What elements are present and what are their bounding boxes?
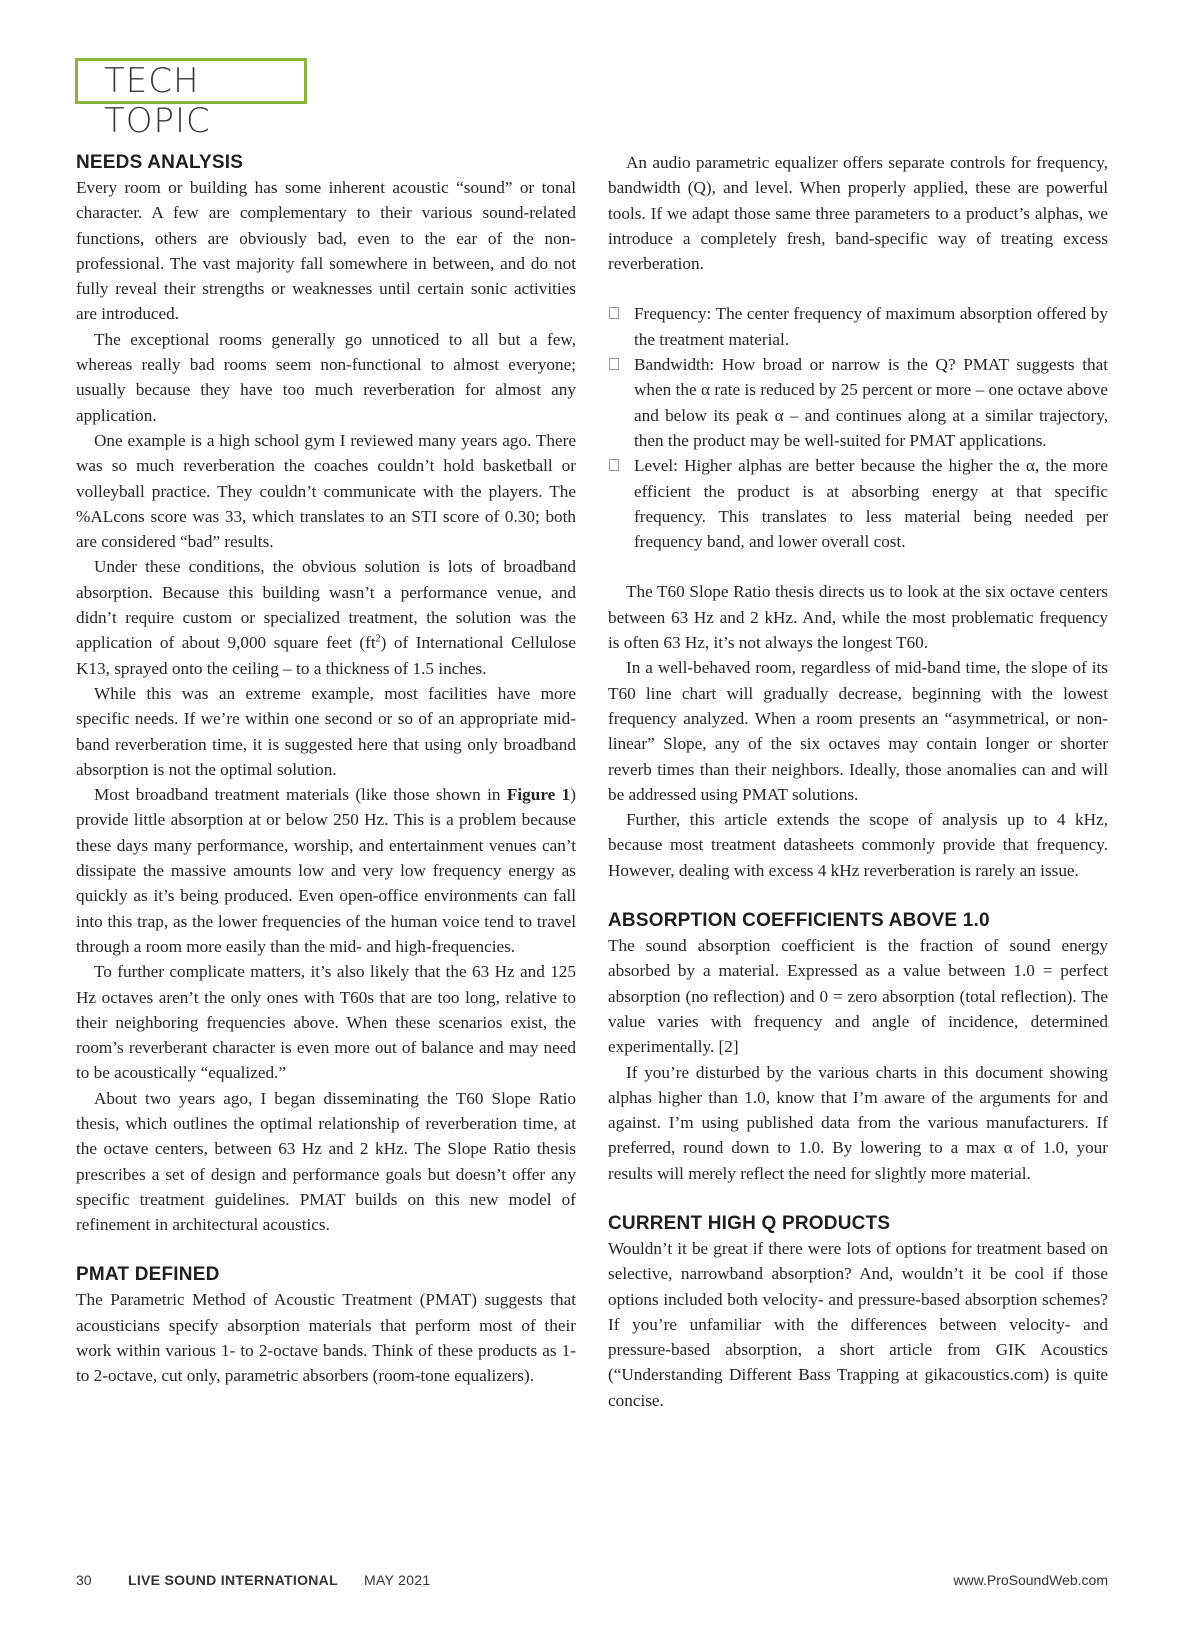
- superscript: 2: [375, 633, 381, 645]
- paragraph: The exceptional rooms generally go unnoticed to all but a few, whereas really bad rooms seem non-functional to almost everyone; usually because they have too much reverberation for almost any application.: [76, 329, 576, 425]
- paragraph: Wouldn’t it be great if there were lots of options for treatment based on selective, narrowband absorption? And, wouldn’t it be cool if those options included both velocity- and pressure-based absorption schemes? If you’re unfamiliar with the differences between velocity- and pressure-based absorption, a short article from GIK Acoustics (“Understanding Different Bass Trapping at gikacoustics.com) is quite concise.: [608, 1238, 1108, 1410]
- list-item-text: Bandwidth: How broad or narrow is the Q? PMAT suggests that when the α rate is reduced by 25 percent or more – one octave above and below its peak α – and continues along at a similar trajectory, then the product may be well-suited for PMAT applications.: [634, 355, 1108, 450]
- left-column: [76, 150, 576, 1389]
- checkbox-bullet-icon: [609, 307, 619, 319]
- magazine-name: LIVE SOUND INTERNATIONAL: [128, 1572, 338, 1588]
- spacer: [76, 1237, 576, 1262]
- text-span: ) provide little absorption at or below 250 Hz. This is a problem because these days many performance, worship, and entertainment venues can’t dissipate the massive amounts low and very low frequency energy as quickly as it’s being produced. Even open-office environments can fall into this trap, as the lower frequencies of the human voice tend to travel through a room more easily than the mid- and high-frequencies.: [76, 785, 576, 956]
- list-item: [608, 453, 1108, 554]
- spacer: [608, 1186, 1108, 1211]
- paragraph: While this was an extreme example, most facilities have more specific needs. If we’re within one second or so of an appropriate mid-band reverberation time, it is suggested here that using only broadband absorption is not the optimal solution.: [76, 683, 576, 779]
- paragraph: Further, this article extends the scope of analysis up to 4 kHz, because most treatment datasheets commonly provide that frequency. However, dealing with excess 4 kHz reverberation is rarely an issue.: [608, 810, 1108, 880]
- paragraph: [76, 782, 576, 959]
- parameter-list: [608, 301, 1108, 554]
- heading-absorption-coefficients: ABSORPTION COEFFICIENTS ABOVE 1.0: [608, 910, 990, 932]
- paragraph: About two years ago, I began disseminating the T60 Slope Ratio thesis, which outlines the optimal relationship of reverberation time, at the octave centers, between 63 Hz and 2 kHz. The Slope Ratio thesis prescribes a set of design and performance goals but doesn’t offer any specific treatment guidelines. PMAT builds on this new model of refinement in architectural acoustics.: [76, 1088, 576, 1235]
- text-span: Under these conditions, the obvious solution is lots of broadband absorption. Because this building wasn’t a performance venue, and didn’t require custom or specialized treatment, the solution was the application of about 9,000 square feet (ft: [76, 557, 576, 653]
- text-span: Most broadband treatment materials (like those shown in: [94, 785, 507, 805]
- list-item: [608, 352, 1108, 453]
- paragraph: One example is a high school gym I reviewed many years ago. There was so much reverberation the coaches couldn’t hold basketball or volleyball practice. They couldn’t communicate with the players. The %ALcons score was 33, which translates to an STI score of 0.30; both are considered “bad” results.: [76, 430, 576, 552]
- heading-pmat-defined: PMAT DEFINED: [76, 1264, 220, 1286]
- issue-date: MAY 2021: [364, 1572, 431, 1588]
- paragraph: The Parametric Method of Acoustic Treatment (PMAT) suggests that acousticians specify absorption materials that perform most of their work within various 1- to 2-octave bands. Think of these products as 1- to 2-octave, cut only, parametric absorbers (room-tone equalizers).: [76, 1290, 576, 1386]
- checkbox-bullet-icon: [609, 358, 619, 370]
- paragraph: The T60 Slope Ratio thesis directs us to look at the six octave centers between 63 Hz and 2 kHz. And, while the most problematic frequency is often 63 Hz, it’s not always the longest T60.: [608, 582, 1108, 653]
- figure-reference: Figure 1: [506, 785, 571, 805]
- paragraph: If you’re disturbed by the various charts in this document showing alphas higher than 1.0, know that I’m aware of the arguments for and against. I’m using published data from the various manufacturers. If preferred, round down to 1.0. By lowering to a max α of 1.0, your results will merely reflect the need for slightly more material.: [608, 1062, 1108, 1183]
- website-link[interactable]: www.ProSoundWeb.com: [953, 1572, 1108, 1588]
- spacer: [608, 554, 1108, 579]
- page-number: 30: [76, 1572, 92, 1588]
- spacer: [608, 276, 1108, 301]
- paragraph: [76, 554, 576, 680]
- checkbox-bullet-icon: [609, 459, 619, 471]
- page-footer: [76, 1572, 1108, 1592]
- paragraph: The sound absorption coefficient is the fraction of sound energy absorbed by a material. Expressed as a value between 1.0 = perfect absorption (no reflection) and 0 = zero absorption (total reflection). The value varies with frequency and angle of incidence, determined experimentally. [2]: [608, 936, 1108, 1057]
- paragraph: Every room or building has some inherent acoustic “sound” or tonal character. A few are complementary to their various sound-related functions, others are obviously bad, even to the ear of the non-professional. The vast majority fall somewhere in between, and do not fully reveal their strengths or weaknesses until certain sonic activities are introduced.: [76, 178, 576, 324]
- right-column: [608, 150, 1108, 1413]
- spacer: [608, 883, 1108, 908]
- heading-needs-analysis: NEEDS ANALYSIS: [76, 152, 244, 173]
- paragraph: In a well-behaved room, regardless of mid-band time, the slope of its T60 line chart will gradually decrease, beginning with the lowest frequency analyzed. When a room presents an “asymmetrical, or non-linear” Slope, any of the six octaves may contain longer or shorter reverb times than their neighbors. Ideally, those anomalies can and will be addressed using PMAT solutions.: [608, 658, 1108, 804]
- paragraph: To further complicate matters, it’s also likely that the 63 Hz and 125 Hz octaves aren’t the only ones with T60s that are too long, relative to their neighboring frequencies above. When these scenarios exist, the room’s reverberant character is even more out of balance and may need to be acoustically “equalized.”: [76, 962, 576, 1083]
- list-item-text: Level: Higher alphas are better because the higher the α, the more efficient the product is at absorbing energy at that specific frequency. This translates to less material being needed per frequency band, and lower overall cost.: [634, 456, 1108, 552]
- list-item: [608, 301, 1108, 352]
- paragraph: An audio parametric equalizer offers separate controls for frequency, bandwidth (Q), and level. When properly applied, these are powerful tools. If we adapt those same three parameters to a product’s alphas, we introduce a completely fresh, band-specific way of treating excess reverberation.: [608, 153, 1108, 274]
- text-span: ) of International Cellulose K13, sprayed onto the ceiling – to a thickness of 1.5 inches.: [76, 633, 576, 678]
- tech-topic-header: TECH TOPIC: [75, 58, 307, 104]
- list-item-text: Frequency: The center frequency of maximum absorption offered by the treatment material.: [634, 304, 1108, 349]
- heading-current-high-q-products: CURRENT HIGH Q PRODUCTS: [608, 1212, 891, 1234]
